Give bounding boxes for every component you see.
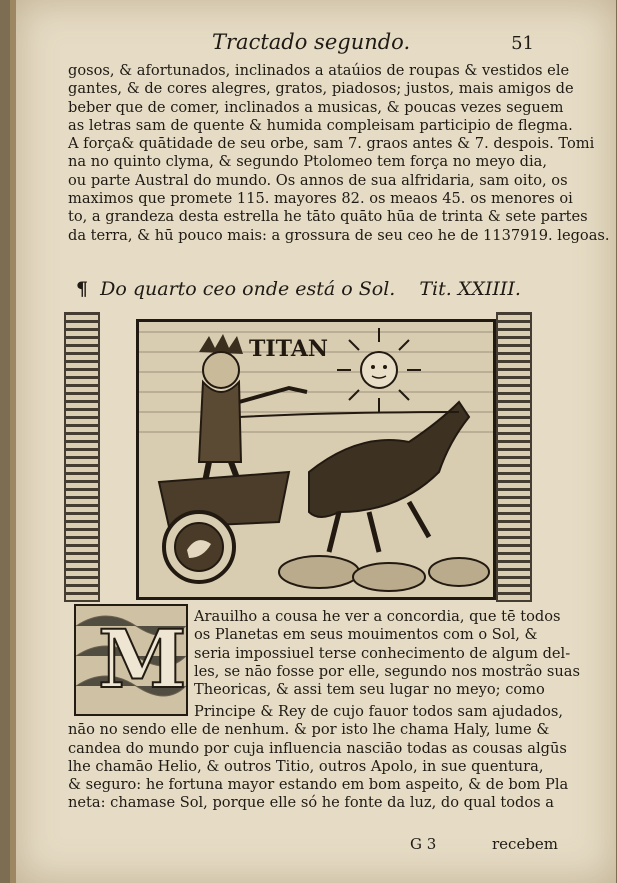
running-title: Tractado segundo. xyxy=(212,30,411,54)
running-head xyxy=(16,30,616,54)
body-text-indented xyxy=(194,608,580,699)
text-line: beber que de comer, inclinados a musicas, & poucas vezes seguem xyxy=(68,98,564,116)
ornamental-border-right xyxy=(496,312,532,602)
woodcut-titan-illustration xyxy=(136,319,496,600)
catchword: recebem xyxy=(492,835,559,853)
ornamental-border-left xyxy=(64,312,100,602)
book-page xyxy=(10,0,616,883)
text-line: Principe & Rey de cujo fauor todos sam ajudados, xyxy=(194,703,563,720)
text-line: nāo no sendo elle de nenhum. & por isto lhe chama Haly, lume & xyxy=(68,721,550,739)
text-line: ou parte Austral do mundo. Os annos de sua alfridaria, sam oito, os xyxy=(68,171,568,189)
text-line: seria impossiuel terse conhecimento de algum del- xyxy=(194,644,571,662)
text-line: gosos, & afortunados, inclinados a ataúios de roupas & vestidos ele xyxy=(68,62,570,79)
text-line: Arauilho a cousa he ver a concordia, que tē todos xyxy=(194,608,561,625)
woodcut-image xyxy=(139,322,493,597)
page-number: 51 xyxy=(511,33,534,54)
text-line: to, a grandeza desta estrella he tāto quāto hūa de trinta & sete partes xyxy=(68,208,588,226)
drop-cap-ornament xyxy=(74,604,188,716)
sun-icon xyxy=(337,328,421,412)
section-heading-text: Do quarto ceo onde está o Sol. xyxy=(100,278,396,300)
text-line: na no quinto clyma, & segundo Ptolomeo tem força no meyo dia, xyxy=(68,153,548,171)
text-line: A força& quātidade de seu orbe, sam 7. graos antes & 7. despois. Tomi xyxy=(68,135,595,153)
signature-mark: G 3 xyxy=(410,835,437,853)
text-line: & seguro: he fortuna mayor estando em bom aspeito, & de bom Pla xyxy=(68,776,569,794)
upper-text-block xyxy=(68,62,610,245)
text-line: maximos que promete 115. mayores 82. os meaos 45. os menores oi xyxy=(68,190,573,208)
text-line: candea do mundo por cuja influencia nasciāo todas as cousas algūs xyxy=(68,739,567,757)
body-text-full xyxy=(68,703,569,813)
text-line: neta: chamase Sol, porque elle só he fonte da luz, do qual todos a xyxy=(68,794,554,812)
woodcut-label: TITAN xyxy=(249,336,329,362)
section-title-ref: Tit. XXIIII. xyxy=(419,278,521,300)
text-line: os Planetas em seus mouimentos com o Sol, & xyxy=(194,626,538,644)
text-line: da terra, & hū pouco mais: a grossura de seu ceo he de 1137919. legoas. xyxy=(68,226,610,244)
pilcrow-mark: ¶ xyxy=(76,278,89,300)
text-line: as letras sam de quente & humida compleisam participio de flegma. xyxy=(68,116,573,134)
text-line: lhe chamāo Helio, & outros Titio, outros Apolo, in sue quentura, xyxy=(68,757,544,775)
text-line: gantes, & de cores alegres, gratos, piadosos; justos, mais amigos de xyxy=(68,80,574,98)
text-line: Theoricas, & assi tem seu lugar no meyo; como xyxy=(194,681,545,699)
text-line: les, se nāo fosse por elle, segundo nos mostrão suas xyxy=(194,662,580,680)
section-heading xyxy=(76,278,556,300)
drop-cap-letter: M xyxy=(98,612,187,706)
